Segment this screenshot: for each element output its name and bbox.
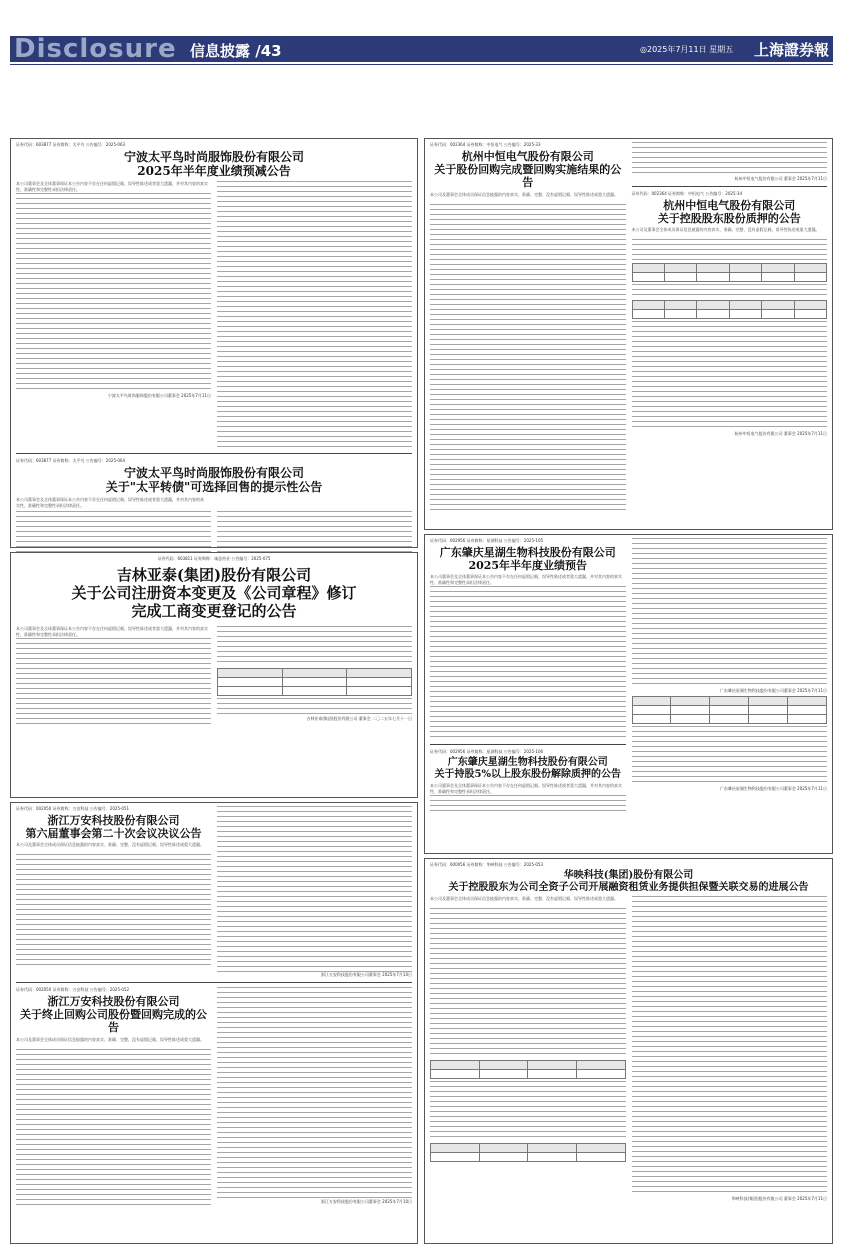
notice-signoff: 浙江万安科技股份有限公司董事会 2025年7月10日: [320, 972, 412, 977]
notice-columns: [16, 181, 412, 449]
notice-body-text: [632, 142, 828, 176]
notice-guangdong-xinghu: [424, 534, 833, 854]
notice-columns: [16, 806, 412, 978]
notice-column-right: [217, 626, 412, 724]
notice-statement: 本公司及董事会全体成员保证信息披露的内容真实、准确、完整，没有虚假记载、误导性陈述或重大遗漏。: [430, 896, 618, 901]
notice-column-right: [632, 142, 828, 514]
notice-statement: 本公司及董事会全体成员保证信息披露的内容真实、准确、完整，没有虚假记载、误导性陈述或重大遗漏。: [631, 227, 820, 233]
notice-statement: 本公司董事会及全体董事保证本公告内容不存在任何虚假记载、误导性陈述或者重大遗漏，并对其内容的真实性、准确性和完整性承担法律责任。: [16, 496, 204, 508]
notice-columns: [16, 511, 412, 553]
notice-signoff: 杭州中恒电气股份有限公司 董事会 2025年7月11日: [734, 176, 827, 181]
notice-body-text: [217, 698, 412, 716]
notice-title: 杭州中恒电气股份有限公司 关于控股股东股份质押的公告: [657, 199, 801, 226]
notice-body-text: [16, 1049, 211, 1209]
notice-body-text: [217, 511, 412, 553]
notice-cpt-technology: [424, 858, 833, 1244]
notice-codes: 证券代码：600056 证券简称：华映科技 公告编号：2025-053: [430, 862, 544, 867]
notice-hangzhou-zhongheng: [424, 138, 833, 530]
notice-signoff: 浙江万安科技股份有限公司董事会 2025年7月10日: [320, 1199, 412, 1204]
notice-body-text: [632, 321, 828, 431]
notice-zhejiang-vie: [10, 802, 418, 1244]
notice-body-text: [16, 854, 211, 966]
notice-title: 浙江万安科技股份有限公司 关于终止回购公司股份暨回购完成的公告: [20, 995, 207, 1035]
notice-column-right: [217, 806, 412, 978]
masthead-rule: [10, 64, 833, 65]
notice-body-text: [632, 538, 828, 688]
notice-column-left: [16, 181, 211, 449]
notice-column-left: [430, 538, 626, 813]
notice-columns: [430, 896, 827, 1202]
notice-column-left: [430, 896, 626, 1202]
notice-column-right: [632, 896, 828, 1202]
section-logo: Disclosure: [14, 34, 177, 64]
notice-table: [632, 300, 828, 319]
notice-title: 宁波太平鸟时尚服饰股份有限公司 关于"太平转债"可选择回售的提示性公告: [105, 465, 323, 495]
notice-body-text: [632, 284, 828, 298]
notice-codes: 证券代码：603877 证券简称：太平鸟 公告编号：2025-063: [16, 142, 126, 147]
notice-body-text: [16, 638, 211, 724]
notice-statement: 本公司及董事会全体成员保证信息披露的内容真实、准确、完整，没有虚假记载、误导性陈述或重大遗漏。: [16, 842, 204, 848]
notice-column-right: [217, 987, 412, 1209]
notice-signoff: 杭州中恒电气股份有限公司 董事会 2025年7月11日: [734, 431, 827, 437]
notice-statement: 本公司董事会及全体董事保证本公告内容不存在任何虚假记载、误导性陈述或者重大遗漏，并对其内容的真实性、准确性和完整性承担法律责任。: [430, 783, 622, 795]
notice-codes: 证券代码：603811 证券简称：诚意药业 公告编号：2025-075: [157, 556, 271, 561]
notice-body-text: [430, 1081, 626, 1141]
notice-statement: 本公司及董事会全体成员保证信息披露的内容真实、准确、完整，没有虚假记载、误导性陈述或重大遗漏。: [16, 1036, 204, 1042]
notice-body-text: [430, 908, 626, 1058]
newspaper-name: 上海證券報: [753, 41, 829, 59]
notice-statement: 本公司董事会及全体董事保证本公告内容不存在任何虚假记载、误导性陈述或者重大遗漏，并对其内容的真实性、准确性和完整性承担法律责任。: [16, 626, 208, 637]
notice-table: [632, 263, 828, 282]
notice-divider: [632, 186, 828, 187]
notice-column-left: [16, 626, 211, 724]
notice-body-text: [217, 987, 412, 1199]
issue-date: ◎2025年7月11日 星期五: [640, 45, 734, 54]
section-page-label: 信息披露 /43: [190, 42, 282, 60]
notice-codes: 证券代码：002956 证券简称：星湖科技 公告编号：2025-105: [430, 538, 544, 543]
notice-column-left: [16, 987, 211, 1209]
notice-divider: [16, 982, 412, 983]
notice-body-text: [632, 726, 828, 786]
notice-title: 吉林亚泰(集团)股份有限公司 关于公司注册资本变更及《公司章程》修订 完成工商变更登记的公告: [71, 566, 357, 620]
notice-title: 华映科技(集团)股份有限公司 关于控股股东为公司全资子公司开展融资租赁业务提供担保暨关联交易的进展公告: [448, 870, 809, 893]
notice-codes: 证券代码：002364 证券简称：中恒电气 公告编号：2025-34: [631, 191, 743, 196]
notice-signoff: 广东肇庆星湖生物科技股份有限公司董事会 2025年7月11日: [719, 786, 827, 791]
notice-columns: [16, 987, 412, 1209]
notice-body-text: [632, 896, 828, 1196]
notice-body-text: [217, 181, 412, 449]
notice-body-text: [217, 626, 412, 666]
notice-statement: 本公司董事会及全体董事保证本公告内容不存在任何虚假记载、误导性陈述或者重大遗漏，并对其内容的真实性、准确性和完整性承担法律责任。: [430, 574, 622, 586]
notice-table: [217, 668, 412, 696]
notice-peacebird: [10, 138, 418, 548]
notice-signoff: 吉林亚泰(集团)股份有限公司 董事会 二〇二五年七月十一日: [306, 716, 412, 721]
notice-column-right: [632, 538, 828, 813]
notice-title: 广东肇庆星湖生物科技股份有限公司 2025年半年度业绩预告: [439, 546, 616, 573]
notice-signoff: 广东肇庆星湖生物科技股份有限公司董事会 2025年7月11日: [719, 688, 827, 693]
notice-column-left: [430, 142, 626, 514]
notice-title: 浙江万安科技股份有限公司 第六届董事会第二十次会议决议公告: [25, 814, 202, 841]
notice-signoff: 宁波太平鸟时尚服饰股份有限公司董事会 2025年7月11日: [107, 392, 211, 398]
notice-body-text: [430, 204, 626, 514]
notice-jilin-yatai: [10, 552, 418, 798]
notice-codes: 证券代码：002956 证券简称：星湖科技 公告编号：2025-106: [430, 749, 544, 755]
notice-title: 杭州中恒电气股份有限公司 关于股份回购完成暨回购实施结果的公告: [434, 150, 622, 190]
notice-statement: 本公司董事会及全体董事保证本公告内容不存在任何虚假记载、误导性陈述或者重大遗漏，并对其内容的真实性、准确性和完整性承担法律责任。: [16, 180, 208, 192]
notice-columns: [16, 626, 412, 724]
notice-divider: [16, 453, 412, 454]
notice-body-text: [430, 586, 626, 740]
notice-body-text: [430, 795, 626, 813]
notice-table: [430, 1143, 626, 1162]
notice-codes: 证券代码：002050 证券简称：万安科技 公告编号：2025-052: [16, 987, 130, 992]
notice-columns: [430, 538, 827, 813]
notice-columns: [430, 142, 827, 514]
notice-body-text: [16, 511, 211, 553]
masthead: [0, 0, 843, 80]
notice-codes: 证券代码：603877 证券简称：太平鸟 公告编号：2025-064: [16, 457, 126, 463]
notice-body-text: [217, 806, 412, 972]
notice-codes: 证券代码：002050 证券简称：万安科技 公告编号：2025-051: [16, 806, 130, 811]
notice-statement: 本公司及董事会全体成员保证信息披露的内容真实、准确、完整，没有虚假记载、误导性陈述或重大遗漏。: [430, 191, 618, 197]
notice-table: [430, 1060, 626, 1079]
notice-body-text: [632, 239, 828, 261]
notice-body-text: [16, 193, 211, 393]
notice-divider: [430, 744, 626, 745]
notice-title: 广东肇庆星湖生物科技股份有限公司 关于持股5%以上股东股份解除质押的公告: [434, 757, 621, 781]
notice-title: 宁波太平鸟时尚服饰股份有限公司 2025年半年度业绩预减公告: [123, 150, 304, 179]
notice-table: [632, 696, 828, 724]
notice-column-left: [16, 806, 211, 978]
notice-codes: 证券代码：002364 证券简称：中恒电气 公告编号：2025-33: [430, 142, 541, 147]
notice-signoff: 华映科技(集团)股份有限公司 董事会 2025年7月11日: [731, 1196, 827, 1201]
